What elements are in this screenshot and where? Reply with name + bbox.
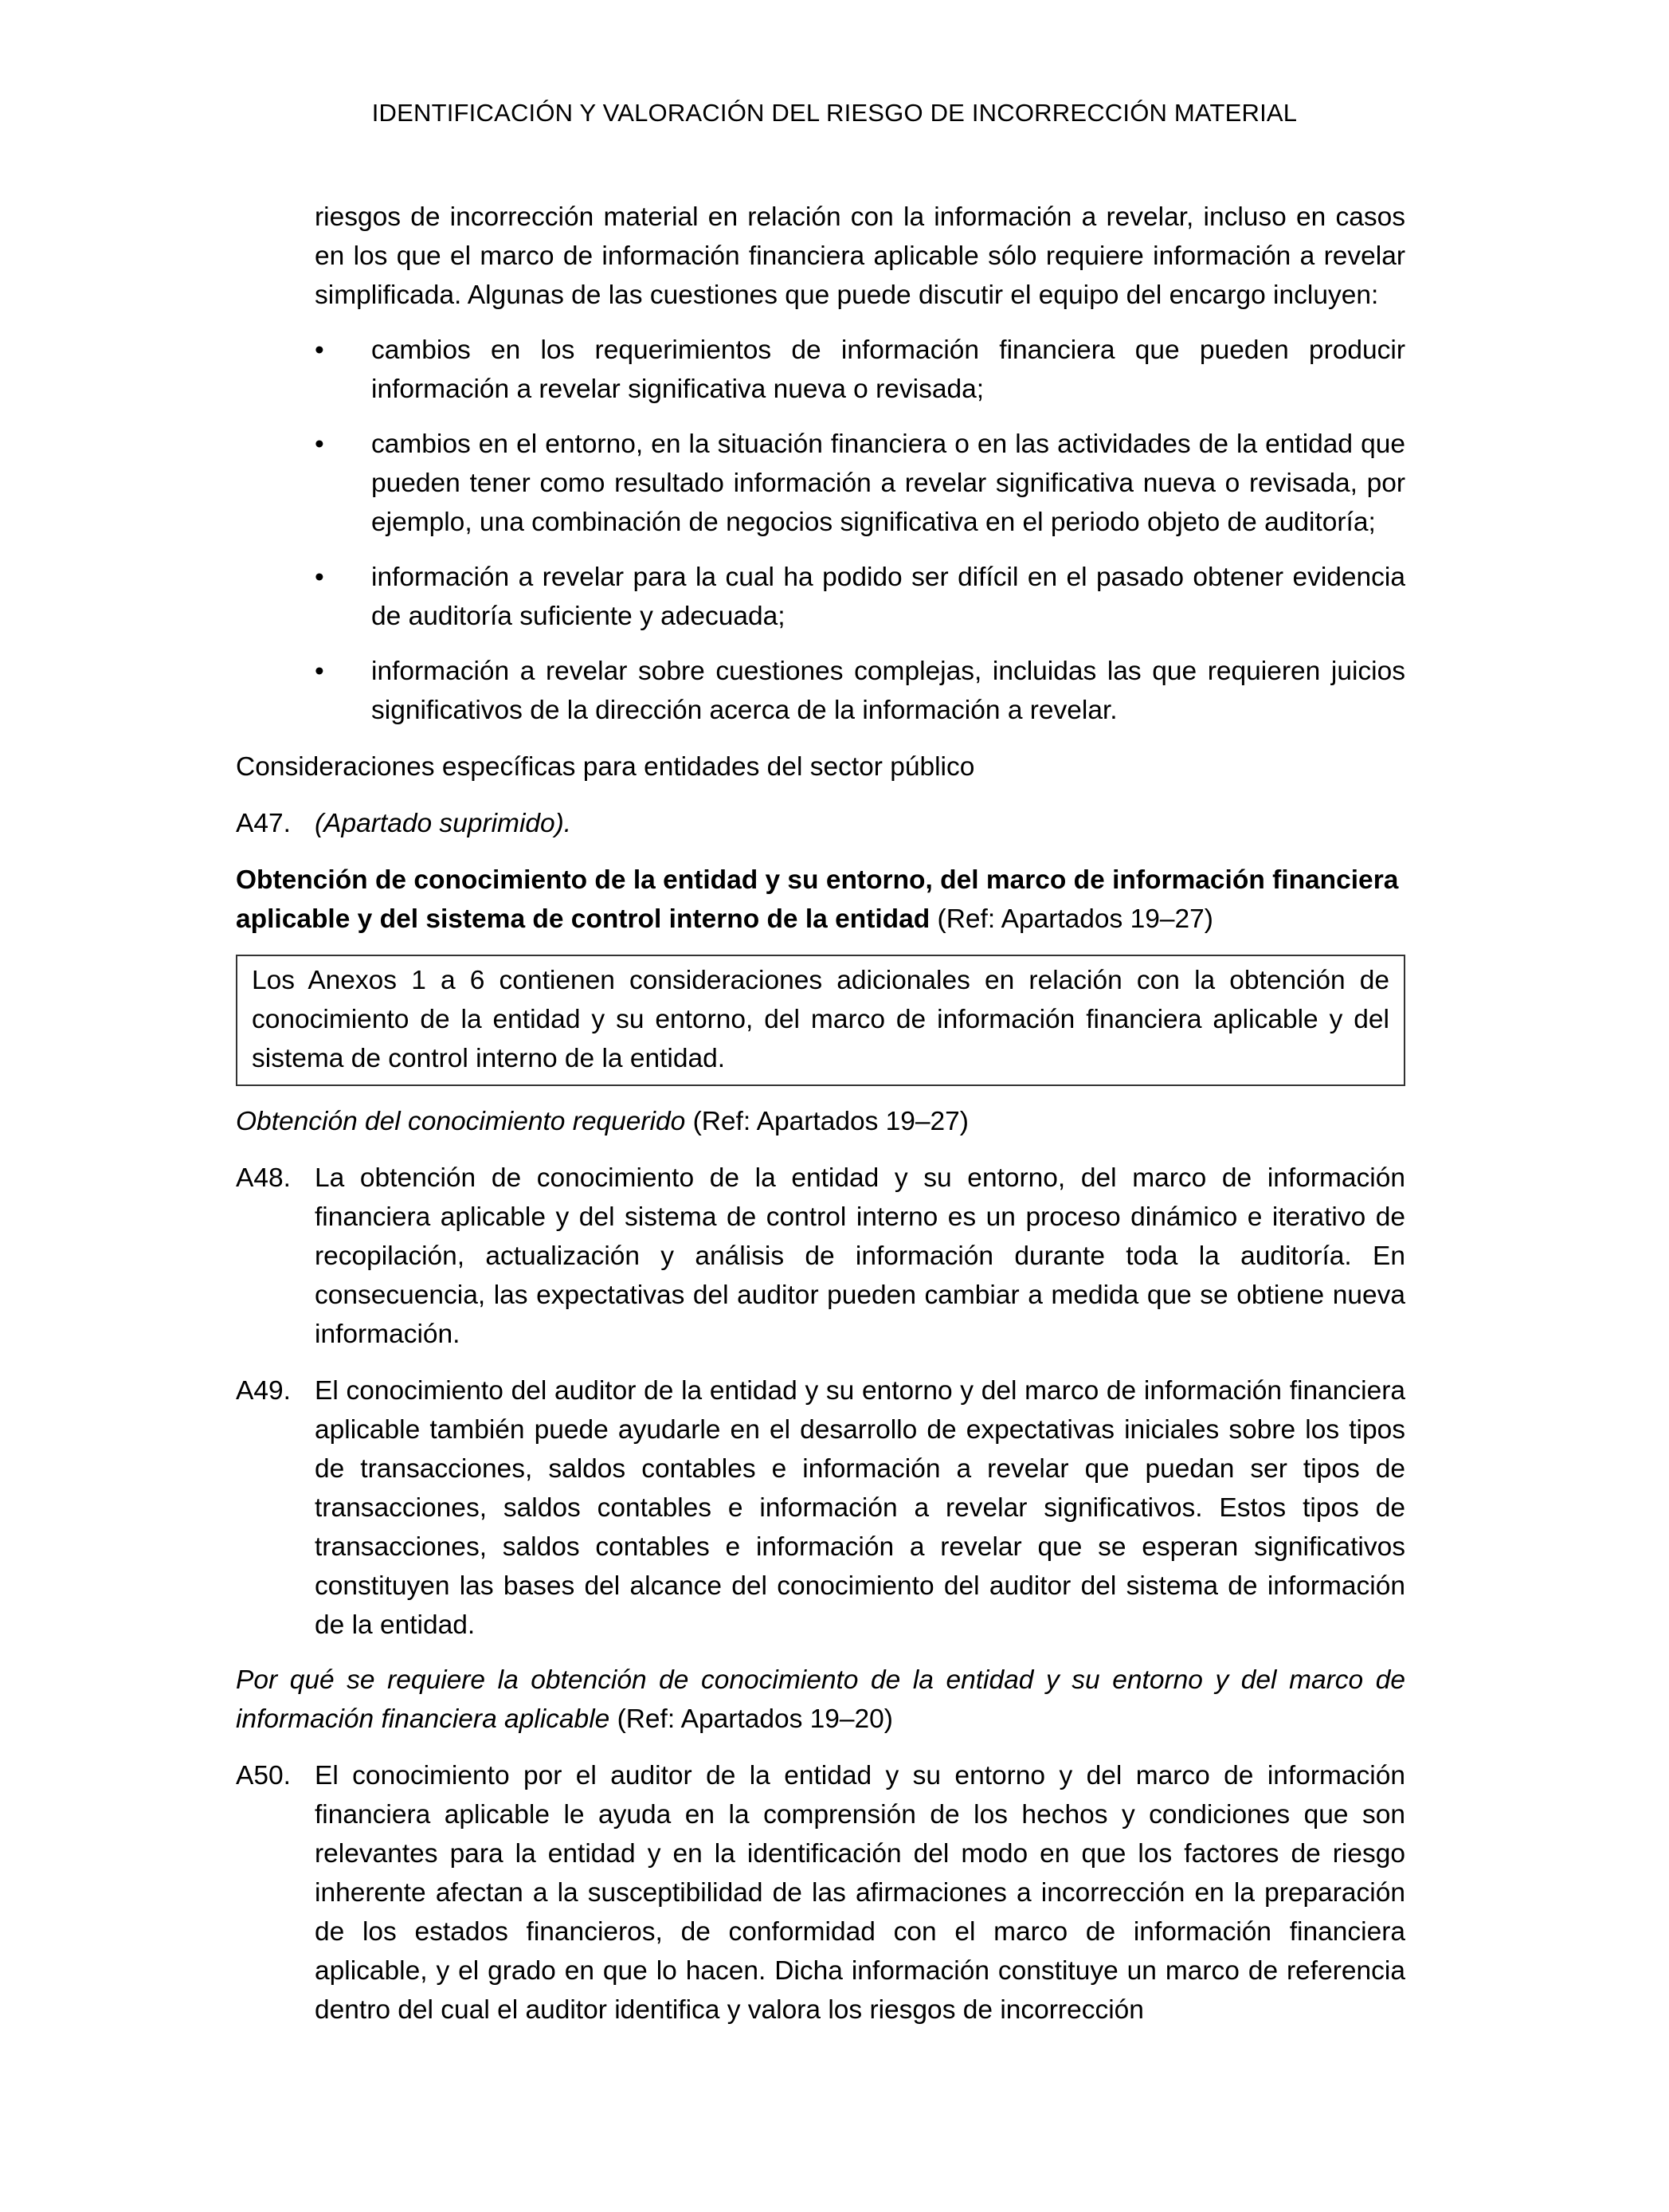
paragraph-text: El conocimiento del auditor de la entidad y su entorno y del marco de información financiera aplicable también puede ayudarle en el desarrollo de expectativas iniciales sobre los tipos de transacciones, saldos contables e información a revelar que puedan ser tipos de transacciones, saldos contables e información a revelar significativos. Estos tipos de transacciones, saldos contables e información a revelar que se esperan significativos constituyen las bases del alcance del conocimiento del auditor del sistema de información de la entidad. xyxy=(315,1376,1405,1640)
paragraph-number: A48. xyxy=(236,1163,291,1193)
paragraph-text: El conocimiento por el auditor de la entidad y su entorno y del marco de información financiera aplicable le ayuda en la comprensión de los hechos y condiciones que son relevantes para la entidad y en la identificación del modo en que los factores de riesgo inherente afectan a la susceptibilidad de las afirmaciones a incorrección en la preparación de los estados financieros, de conformidad con el marco de información financiera aplicable, y el grado en que lo hacen. Dicha información constituye un marco de referencia dentro del cual el auditor identifica y valora los riesgos de incorrección xyxy=(315,1761,1405,2025)
annex-note-box xyxy=(236,955,1405,1086)
paragraph-number: A49. xyxy=(236,1376,291,1406)
list-item-text: cambios en los requerimientos de información financiera que pueden producir información a revelar significativa nueva o revisada; xyxy=(371,335,1405,404)
list-item xyxy=(236,425,1405,542)
paragraph-number: A50. xyxy=(236,1761,291,1790)
public-sector-heading: Consideraciones específicas para entidades del sector público xyxy=(236,752,975,782)
bullet-marker: • xyxy=(315,657,324,686)
annex-note-text: Los Anexos 1 a 6 contienen consideraciones adicionales en relación con la obtención de conocimiento de la entidad y su entorno, del marco de información financiera aplicable y del sistema de control interno de la entidad. xyxy=(252,966,1389,1073)
subsection-ref: (Ref: Apartados 19‒20) xyxy=(609,1704,893,1734)
running-header: IDENTIFICACIÓN Y VALORACIÓN DEL RIESGO DE INCORRECCIÓN MATERIAL xyxy=(371,99,1298,127)
section-heading xyxy=(236,861,1405,939)
paragraph-a50 xyxy=(236,1756,1405,2030)
paragraph-a49 xyxy=(236,1371,1405,1645)
list-item-text: cambios en el entorno, en la situación financiera o en las actividades de la entidad que pueden tener como resultado información a revelar significativa nueva o revisada, por ejemplo, una combinación de negocios significativa en el periodo objeto de auditoría; xyxy=(371,429,1405,537)
section-heading-title: Obtención de conocimiento de la entidad y su entorno, del marco de información financiera aplicable y del sistema de control interno de la entidad xyxy=(236,865,1399,934)
bullet-marker: • xyxy=(315,335,324,365)
subsection-heading-why-required xyxy=(236,1661,1405,1739)
discussion-bullet-list xyxy=(236,331,1405,730)
paragraph-text: (Apartado suprimido). xyxy=(315,809,572,838)
section-heading-ref: (Ref: Apartados 19‒27) xyxy=(930,904,1213,934)
list-item xyxy=(236,331,1405,409)
list-item-text: información a revelar para la cual ha podido ser difícil en el pasado obtener evidencia de auditoría suficiente y adecuada; xyxy=(371,563,1405,631)
subsection-title: Obtención del conocimiento requerido xyxy=(236,1107,686,1136)
subsection-title: Por qué se requiere la obtención de conocimiento de la entidad y su entorno y del marco de información financiera aplicable xyxy=(236,1665,1405,1734)
paragraph-a47 xyxy=(236,804,1405,843)
paragraph-text: La obtención de conocimiento de la entidad y su entorno, del marco de información financiera aplicable y del sistema de control interno es un proceso dinámico e iterativo de recopilación, actualización y análisis de información durante toda la auditoría. En consecuencia, las expectativas del auditor pueden cambiar a medida que se obtiene nueva información. xyxy=(315,1163,1405,1349)
bullet-marker: • xyxy=(315,429,324,459)
list-item xyxy=(236,558,1405,636)
page-content xyxy=(236,198,1405,2030)
bullet-marker: • xyxy=(315,563,324,592)
subsection-ref: (Ref: Apartados 19‒27) xyxy=(685,1107,969,1136)
list-item xyxy=(236,652,1405,730)
list-item-text: información a revelar sobre cuestiones complejas, incluidas las que requieren juicios significativos de la dirección acerca de la información a revelar. xyxy=(371,657,1405,725)
subsection-heading-required-knowledge xyxy=(236,1102,1405,1141)
paragraph-number: A47. xyxy=(236,809,291,838)
paragraph-a48 xyxy=(236,1159,1405,1354)
intro-paragraph: riesgos de incorrección material en relación con la información a revelar, incluso en casos en los que el marco de información financiera aplicable sólo requiere información a revelar simplificada. Algunas de las cuestiones que puede discutir el equipo del encargo incluyen: xyxy=(315,202,1405,310)
